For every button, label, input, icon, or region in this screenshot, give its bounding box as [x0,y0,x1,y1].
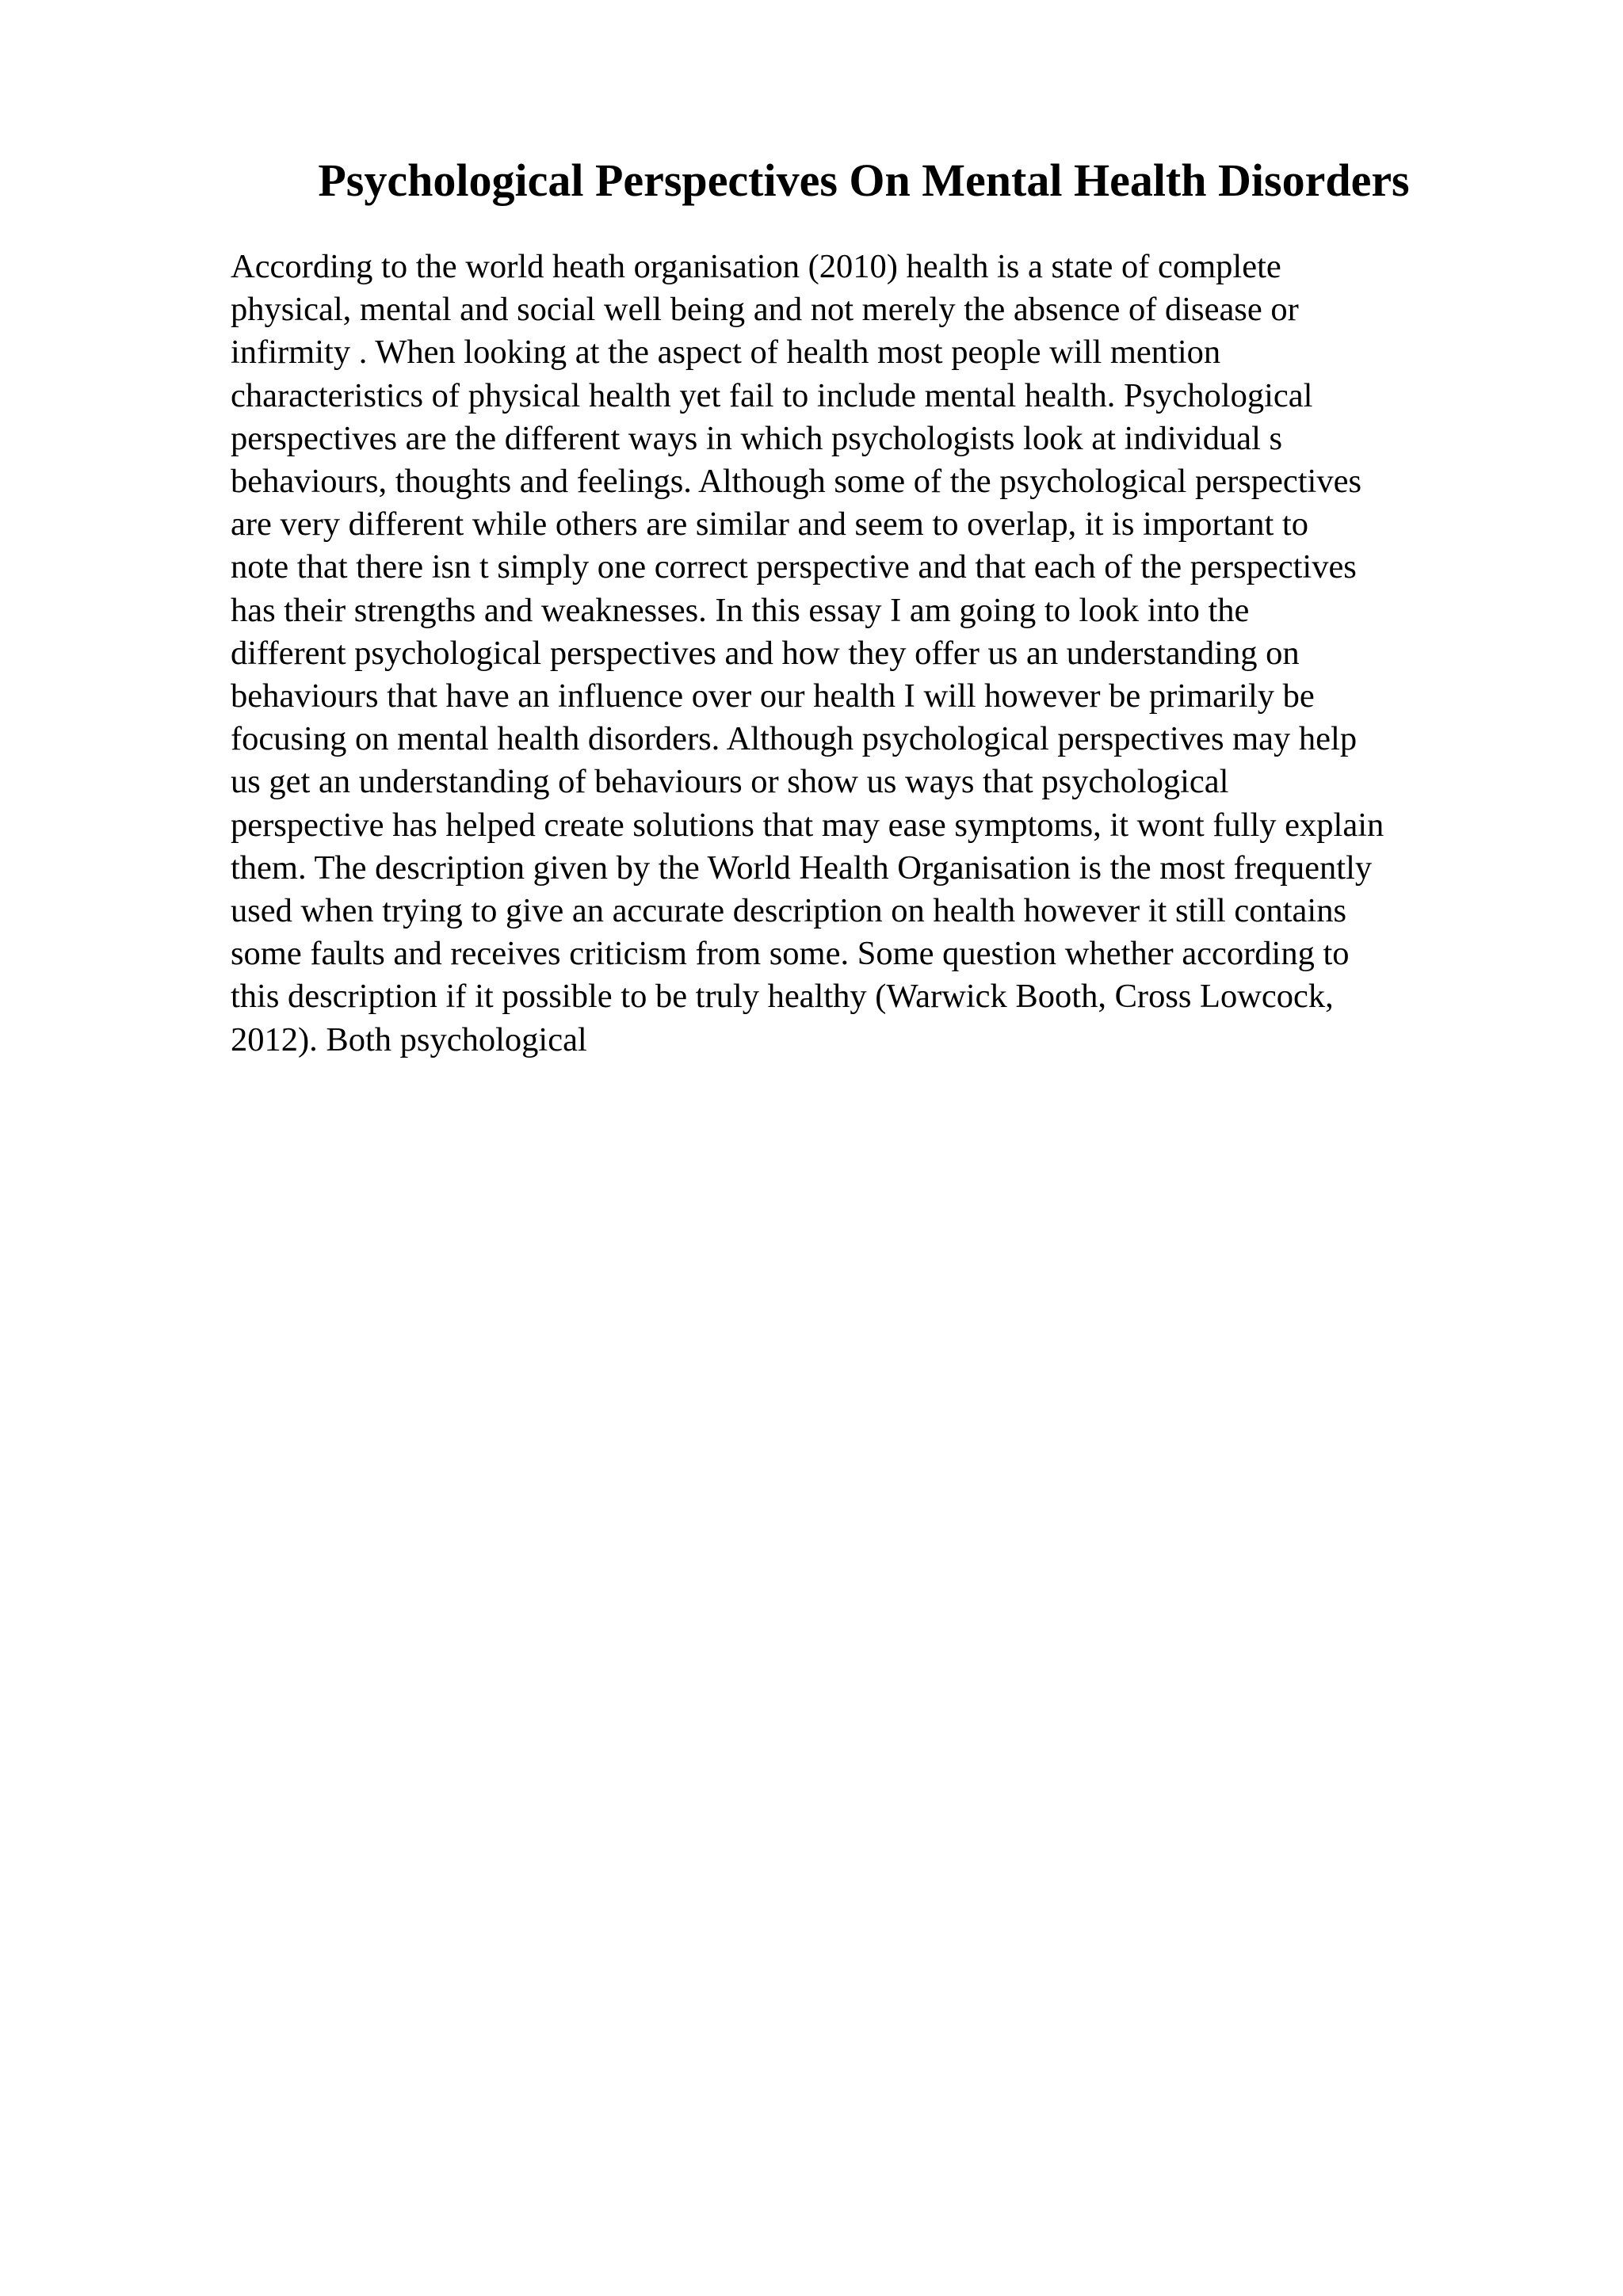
text-line: infirmity . When looking at the aspect of health most people will mention [231,334,1221,372]
text-line: note that there isn t simply one correct perspective and that each of the perspectives [231,548,1357,586]
text-line: 2012). Both psychological [231,1020,587,1058]
document-title: Psychological Perspectives On Mental Health Disorders [318,154,1410,206]
text-line: characteristics of physical health yet fail to include mental health. Psychological [231,376,1313,414]
text-line: this description if it possible to be truly healthy (Warwick Booth, Cross Lowcock, [231,978,1334,1016]
text-line: are very different while others are similar and seem to overlap, it is important to [231,505,1308,543]
text-line: physical, mental and social well being and not merely the absence of disease or [231,291,1299,329]
text-line: has their strengths and weaknesses. In this essay I am going to look into the [231,591,1250,629]
text-line: used when trying to give an accurate description on health however it still contains [231,892,1346,930]
text-line: perspectives are the different ways in which psychologists look at individual s [231,419,1283,457]
text-line: behaviours, thoughts and feelings. Although some of the psychological perspectives [231,463,1362,501]
text-line: perspective has helped create solutions that may ease symptoms, it wont fully explain [231,806,1384,844]
text-line: According to the world heath organisation (2010) health is a state of complete [231,248,1281,285]
text-line: behaviours that have an influence over our health I will however be primarily be [231,677,1315,715]
text-line: some faults and receives criticism from some. Some question whether according to [231,935,1350,973]
text-line: focusing on mental health disorders. Although psychological perspectives may help [231,720,1358,758]
text-line: them. The description given by the World Health Organisation is the most frequently [231,849,1373,887]
body-paragraph [231,246,1514,1062]
text-line: different psychological perspectives and how they offer us an understanding on [231,634,1300,672]
text-line: us get an understanding of behaviours or show us ways that psychological [231,763,1229,801]
